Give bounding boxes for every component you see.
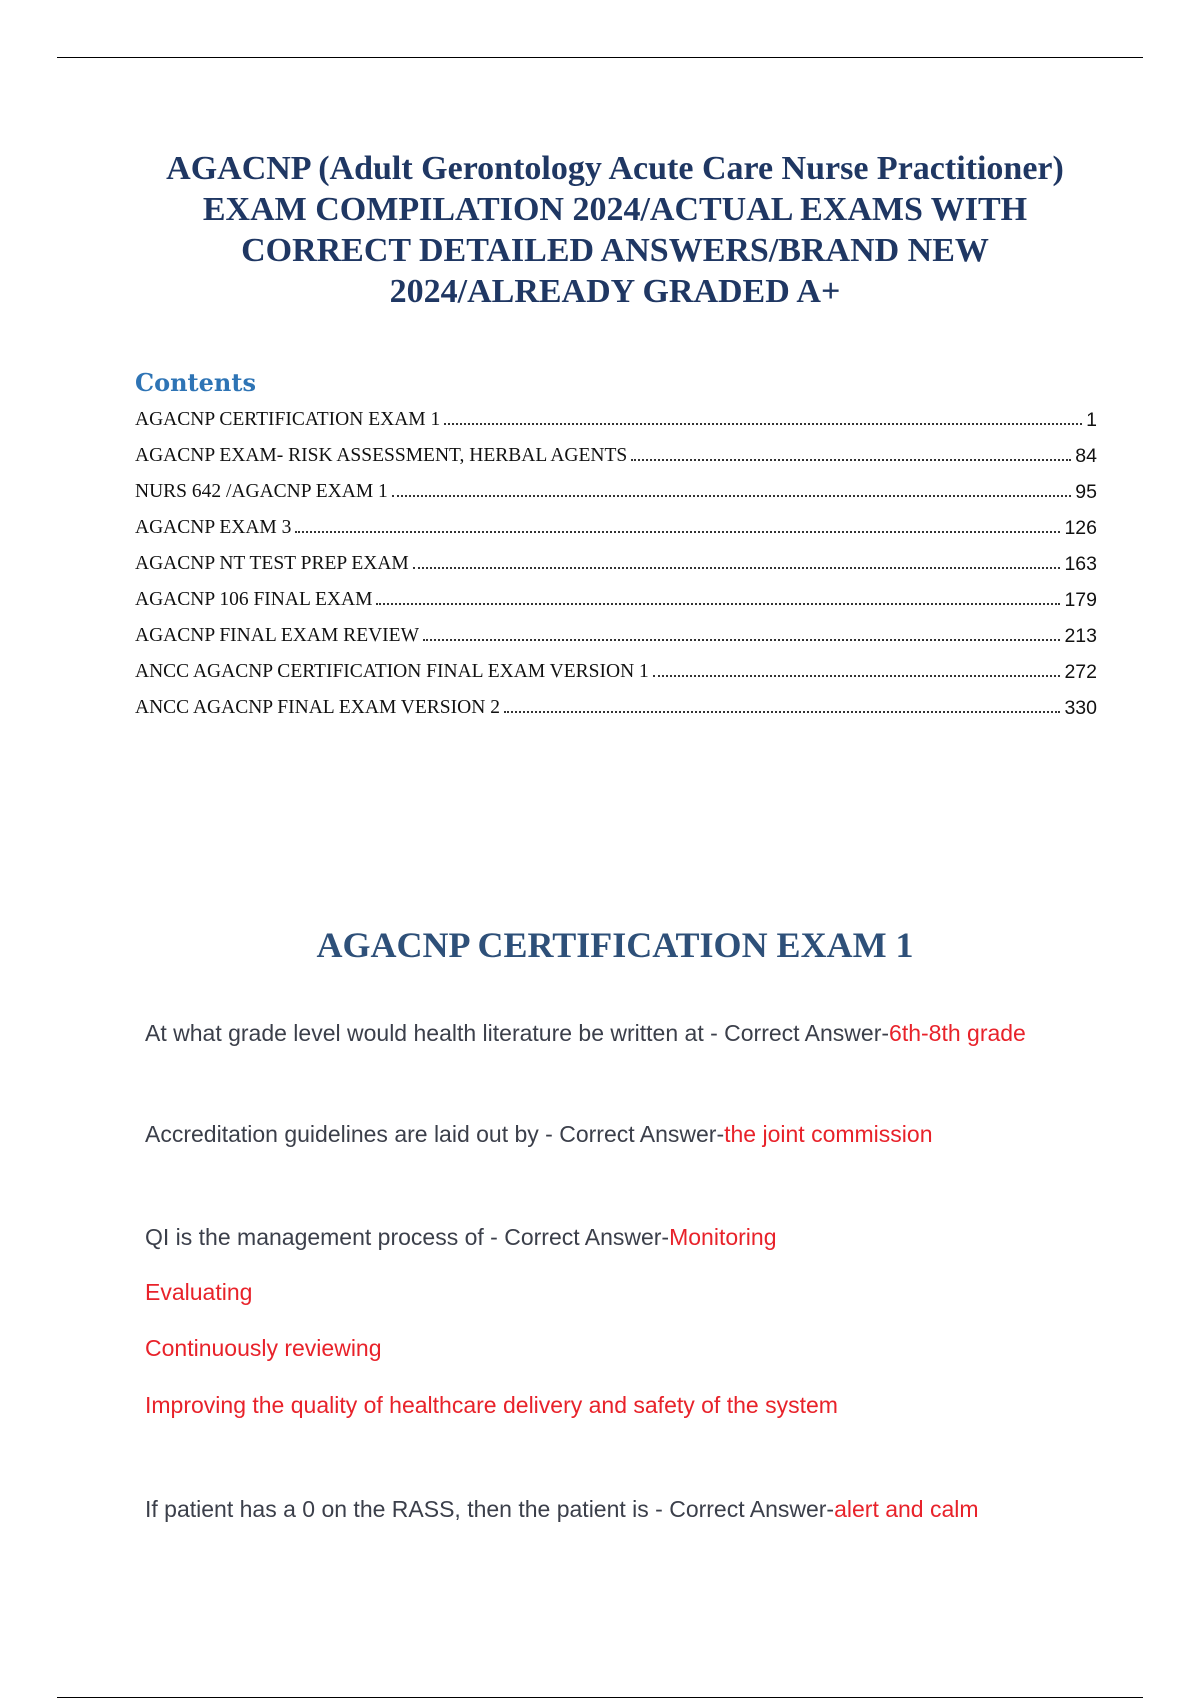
answer-text: the joint commission: [724, 1121, 933, 1147]
toc-entry-page: 213: [1064, 624, 1097, 647]
toc-entry-label: AGACNP CERTIFICATION EXAM 1: [135, 409, 441, 430]
toc-entry-label: NURS 642 /AGACNP EXAM 1: [135, 481, 388, 502]
answer-text: Continuously reviewing: [145, 1335, 382, 1361]
question-item: [145, 1224, 776, 1251]
toc-entry-page: 1: [1086, 408, 1097, 431]
document-title: AGACNP (Adult Gerontology Acute Care Nurse Practitioner) EXAM COMPILATION 2024/ACTUAL EXAMS WITH CORRECT DETAILED ANSWERS/BRAND NEW 2024/ALREADY GRADED A+: [166, 150, 1064, 310]
bottom-rule: [57, 1697, 1143, 1698]
answer-text: Evaluating: [145, 1279, 253, 1305]
question-text: Accreditation guidelines are laid out by - Correct Answer-: [145, 1121, 725, 1147]
toc-dot-leader: [653, 675, 1061, 677]
question-item: [145, 1496, 979, 1523]
toc-entry[interactable]: [135, 438, 1097, 474]
toc-entry-page: 330: [1064, 696, 1097, 719]
toc-entry-label: ANCC AGACNP FINAL EXAM VERSION 2: [135, 697, 500, 718]
toc-entry-page: 126: [1064, 516, 1097, 539]
question-text: QI is the management process of - Correct Answer-: [145, 1224, 670, 1250]
answer-text: Improving the quality of healthcare delivery and safety of the system: [145, 1392, 838, 1418]
toc-entry[interactable]: [135, 510, 1097, 546]
toc-entry-label: ANCC AGACNP CERTIFICATION FINAL EXAM VERSION 1: [135, 661, 649, 682]
toc-entry[interactable]: [135, 402, 1097, 438]
section-heading: AGACNP CERTIFICATION EXAM 1: [316, 925, 914, 965]
toc-entry-page: 163: [1064, 552, 1097, 575]
toc-entry-label: AGACNP FINAL EXAM REVIEW: [135, 625, 419, 646]
question-text: If patient has a 0 on the RASS, then the patient is - Correct Answer-: [145, 1496, 835, 1522]
toc-entry-label: AGACNP NT TEST PREP EXAM: [135, 553, 409, 574]
question-item: [145, 1020, 1026, 1047]
answer-continuation: [145, 1335, 382, 1362]
toc-entry-page: 95: [1075, 480, 1097, 503]
answer-continuation: [145, 1392, 838, 1419]
toc-dot-leader: [392, 495, 1071, 497]
toc-entry[interactable]: [135, 546, 1097, 582]
toc-entry[interactable]: [135, 582, 1097, 618]
toc-entry[interactable]: [135, 654, 1097, 690]
toc-dot-leader: [376, 603, 1060, 605]
answer-text: Monitoring: [669, 1224, 777, 1250]
toc-entry-page: 179: [1064, 588, 1097, 611]
answer-continuation: [145, 1279, 252, 1306]
table-of-contents: [135, 402, 1097, 726]
toc-entry-label: AGACNP 106 FINAL EXAM: [135, 589, 373, 610]
question-item: [145, 1121, 932, 1148]
toc-entry[interactable]: [135, 474, 1097, 510]
toc-entry-page: 272: [1064, 660, 1097, 683]
toc-dot-leader: [423, 639, 1060, 641]
toc-dot-leader: [504, 711, 1061, 713]
top-rule: [57, 57, 1143, 58]
toc-dot-leader: [295, 531, 1060, 533]
toc-entry[interactable]: [135, 618, 1097, 654]
toc-dot-leader: [631, 459, 1071, 461]
toc-entry[interactable]: [135, 690, 1097, 726]
toc-entry-page: 84: [1075, 444, 1097, 467]
toc-heading: Contents: [135, 368, 256, 397]
answer-text: 6th-8th grade: [889, 1020, 1026, 1046]
toc-entry-label: AGACNP EXAM- RISK ASSESSMENT, HERBAL AGENTS: [135, 445, 628, 466]
answer-text: alert and calm: [834, 1496, 979, 1522]
toc-dot-leader: [413, 567, 1061, 569]
question-text: At what grade level would health literature be written at - Correct Answer-: [145, 1020, 890, 1046]
toc-dot-leader: [444, 423, 1082, 425]
toc-entry-label: AGACNP EXAM 3: [135, 517, 292, 538]
